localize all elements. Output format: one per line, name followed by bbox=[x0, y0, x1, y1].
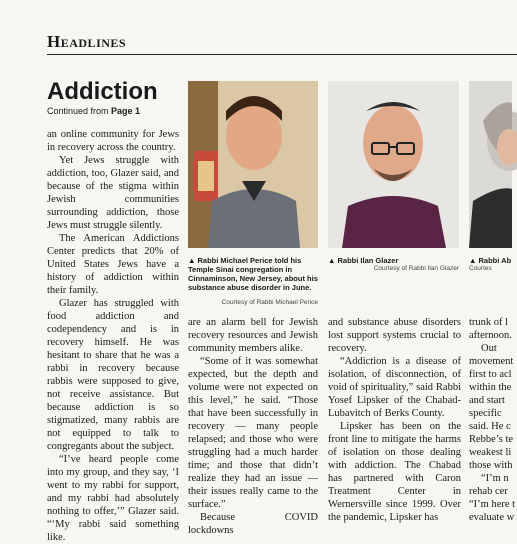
photo-caption: ▲ Rabbi Michael Perice told his Temple Sinai congregation in Cinnaminson, New Jersey, about his substance abuse disorder in June. bbox=[188, 256, 318, 292]
continued-prefix: Continued from bbox=[47, 106, 112, 116]
paragraph: “Addiction is a disease of isolation, of disconnection, of void of spirituality,” said Rabbi Yosef Lipsker of the Chabad-Lubavitch of Berks County. bbox=[328, 356, 461, 419]
photo-rabbi-ilan-glazer bbox=[328, 81, 459, 248]
text-line: rehab cer bbox=[469, 486, 508, 497]
text-line: “I’m n bbox=[481, 473, 509, 484]
paragraph: “Some of it was somewhat expected, but the depth and volume were not expected on this level,” he said. “Those that have been successfully in recovery — many people relapsed; and those who were struggling had a much harder time; and those that didn’t realize they had an issue — their issues really came to the surface.” bbox=[188, 356, 318, 510]
photo-caption: ▲ Rabbi Ilan Glazer bbox=[328, 256, 399, 265]
paragraph: The American Addictions Center predicts that 20% of United States Jews have a history of addiction within their family. bbox=[47, 233, 179, 296]
paragraph: Yet Jews struggle with addiction, too, Glazer said, and because of the stigma within Jewish communities surrounding addiction, those Jews must struggle silently. bbox=[47, 155, 179, 231]
article-column-3 bbox=[328, 316, 461, 523]
photo-rabbi-michael-perice bbox=[188, 81, 318, 248]
paragraph: Because COVID lockdowns bbox=[188, 512, 318, 536]
photo-rabbi-cropped bbox=[469, 81, 512, 248]
paragraph: are an alarm bell for Jewish recovery resources and Jewish community members alike. bbox=[188, 317, 318, 354]
text-line: first to acl bbox=[469, 369, 512, 380]
text-line: said. He c bbox=[469, 421, 511, 432]
section-header: Headlines bbox=[47, 32, 127, 51]
photo-credit: Courtesy of Rabbi Michael Perice bbox=[221, 299, 318, 306]
paragraph: “I’ve heard people come into my group, and they say, ‘I went to my rabbi for support, and my rabbi had absolutely nothing to offer,’” Glazer said. “‘My rabbi said something like. bbox=[47, 454, 179, 543]
text-line: evaluate w bbox=[469, 512, 515, 523]
text-line: Rebbe’s te bbox=[469, 434, 514, 445]
photo-credit: Courtesy of Rabbi Ilan Glazer bbox=[373, 265, 459, 272]
text-line: weakest li bbox=[469, 447, 512, 458]
text-line: “I’m here t bbox=[469, 499, 516, 510]
header-rule bbox=[47, 54, 517, 55]
text-line: Out bbox=[481, 343, 497, 354]
text-line: specific bbox=[469, 408, 502, 419]
photo-caption: ▲ Rabbi Ab bbox=[469, 256, 512, 265]
text-line: and start bbox=[469, 395, 505, 406]
photo-credit: Courtes bbox=[469, 265, 492, 272]
continued-line bbox=[47, 106, 140, 116]
paragraph: Glazer has struggled with food addiction and codependency and is in recovery himself. He was hesitant to share that he was a rabbi in recovery because rabbis were supposed to give, not receive assistance. But because addiction is so stigmatized, many rabbis are not equipped to talk to congregants about the subject. bbox=[47, 298, 179, 452]
text-line: within the bbox=[469, 382, 512, 393]
paragraph: Lipsker has been on the front line to mitigate the harms of isolation on those dealing with addiction. The Chabad has partnered with Caron Treatment Center in Wernersville since 1999. Over the pandemic, Lipsker has bbox=[328, 421, 461, 523]
article-column-1 bbox=[47, 128, 179, 543]
text-line: those with bbox=[469, 460, 513, 471]
text-line: movement bbox=[469, 356, 514, 367]
paragraph: an online community for Jews in recovery across the country. bbox=[47, 129, 179, 153]
article-column-2 bbox=[188, 316, 318, 536]
text-line: afternoon. bbox=[469, 330, 512, 341]
article-column-4 bbox=[469, 316, 516, 523]
continued-page-link: Page 1 bbox=[111, 106, 141, 116]
text-line: trunk of l bbox=[469, 317, 509, 328]
article-title: Addiction bbox=[47, 78, 158, 105]
paragraph: and substance abuse disorders lost support systems crucial to recovery. bbox=[328, 317, 461, 354]
